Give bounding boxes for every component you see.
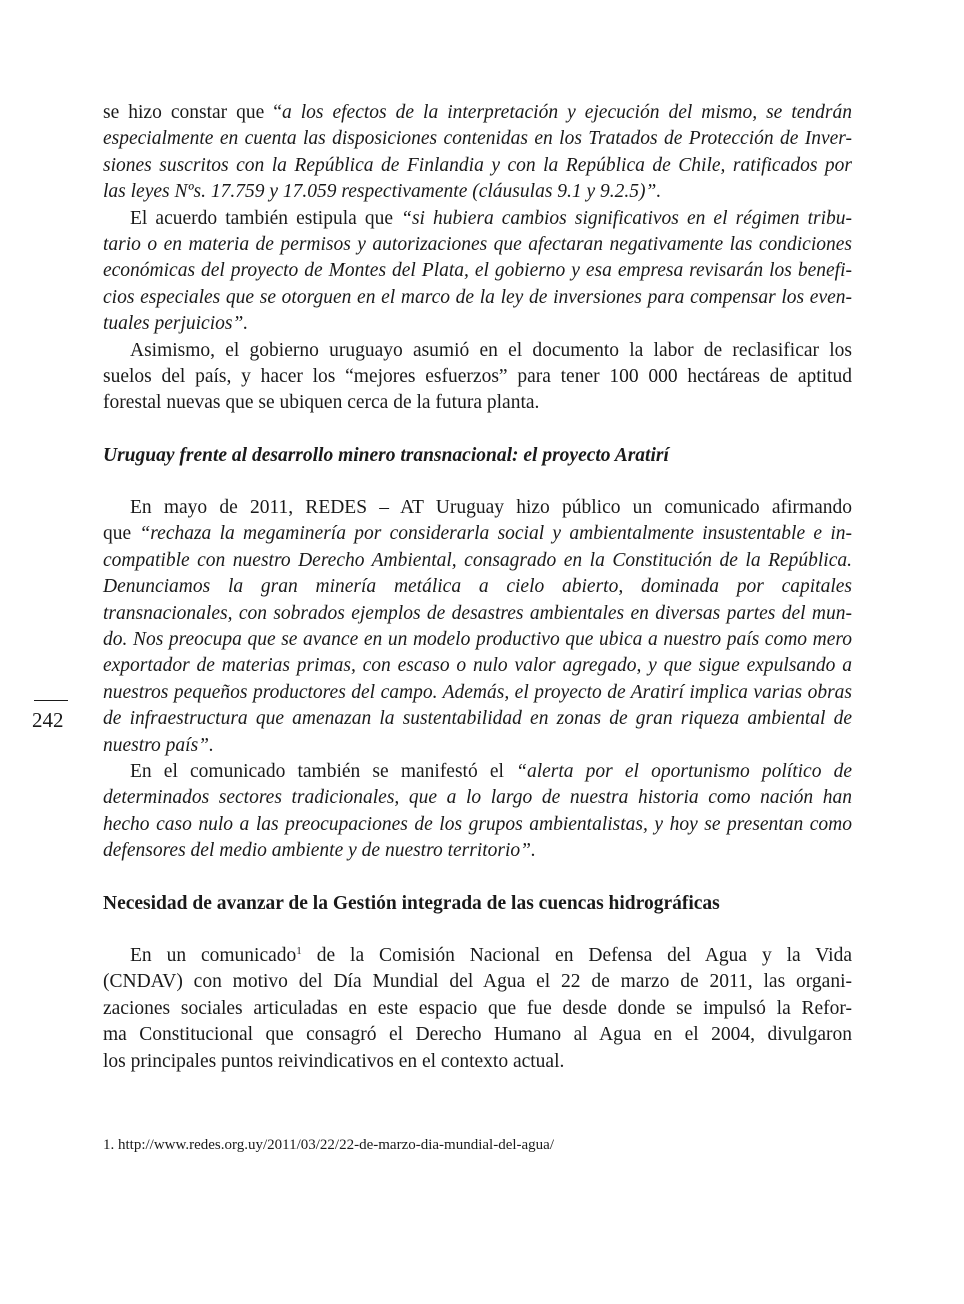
text-line	[103, 653, 852, 679]
italic-span: transnacionales, con sobrados ejemplos de desastres ambientales en diversas partes del mun-	[103, 602, 852, 624]
page-number: 242	[32, 708, 64, 732]
text-line	[103, 206, 852, 232]
italic-span: especialmente en cuenta las disposiciones contenidas en los Tratados de Protección de Inver-	[103, 128, 852, 150]
italic-span: Denunciamos la gran minería metálica a cielo abierto, dominada por capitales	[103, 576, 852, 598]
text-line	[103, 153, 852, 179]
paragraph-reclassify	[103, 338, 852, 417]
text-line	[103, 548, 852, 574]
text-line: En mayo de 2011, REDES – AT Uruguay hizo público un comunicado afirmando	[130, 497, 852, 519]
italic-span: compatible con nuestro Derecho Ambiental, consagrado en la Constitución de la República.	[103, 549, 852, 571]
text-line	[103, 785, 852, 811]
italic-span: “si hubiera cambios significativos en el régimen tribu-	[401, 207, 852, 229]
footnote-ref[interactable]: 1	[296, 944, 302, 957]
body-column	[103, 100, 852, 1075]
italic-span: determinados sectores tradicionales, que a lo largo de nuestra historia como nación han	[103, 787, 852, 809]
text-line	[103, 100, 852, 126]
paragraph-redes	[103, 495, 852, 759]
page-number-rule	[34, 700, 68, 701]
italic-span: cios especiales que se otorguen en el marco de la ley de inversiones para compensar los even-	[103, 286, 852, 308]
text-span: que	[103, 523, 140, 545]
spacer	[103, 417, 852, 443]
italic-span: defensores del medio ambiente y de nuestro territorio”.	[103, 840, 536, 862]
text-span: de la Comisión Nacional en Defensa del Agua y la Vida	[301, 944, 853, 966]
italic-span: de infraestructura que amenazan la sustentabilidad en zonas de gran riqueza ambiental de	[103, 708, 852, 730]
text-line: zaciones sociales articuladas en este espacio que fue desde donde se impulsó la Refor-	[103, 997, 852, 1019]
text-line	[103, 126, 852, 152]
text-span: En un comunicado	[130, 944, 297, 966]
text-line	[103, 759, 852, 785]
italic-span: “alerta por el oportunismo político de	[516, 760, 852, 782]
text-line	[103, 627, 852, 653]
italic-span: exportador de materias primas, con escaso o nulo valor agregado, y que sigue expulsando a	[103, 655, 852, 677]
text-line	[103, 258, 852, 284]
text-line: los principales puntos reivindicativos en el contexto actual.	[103, 1050, 565, 1072]
text-line: (CNDAV) con motivo del Día Mundial del Agua el 22 de marzo de 2011, las organi-	[103, 971, 852, 993]
paragraph-alert	[103, 759, 852, 865]
text-line	[103, 706, 852, 732]
text-line	[103, 521, 852, 547]
italic-span: tuales perjuicios”.	[103, 313, 249, 335]
italic-span: tario o en materia de permisos y autorizaciones que afectaran negativamente las condiciones	[103, 233, 852, 255]
section-heading-aratiri: Uruguay frente al desarrollo minero transnacional: el proyecto Aratirí	[103, 444, 669, 466]
section-heading-water: Necesidad de avanzar de la Gestión integrada de las cuencas hidrográficas	[103, 892, 720, 914]
italic-span: “rechaza la megaminería por considerarla social y ambientalmente insustentable e in-	[139, 523, 853, 545]
paragraph-agreement	[103, 206, 852, 338]
italic-span: nuestro país”.	[103, 734, 214, 756]
footnote: 1. http://www.redes.org.uy/2011/03/22/22-de-marzo-dia-mundial-del-agua/	[103, 1137, 554, 1153]
italic-span: las leyes Nºs. 17.759 y 17.059 respectivamente (cláusulas 9.1 y 9.2.5)”.	[103, 181, 662, 203]
text-line	[103, 943, 852, 969]
text-line	[103, 285, 852, 311]
italic-span: hecho caso nulo a las preocupaciones de los grupos ambientalistas, y hoy se presentan como	[103, 813, 852, 835]
text-line	[103, 680, 852, 706]
text-line	[103, 232, 852, 258]
text-line: suelos del país, y hacer los “mejores esfuerzos” para tener 100 000 hectáreas de aptitud	[103, 365, 852, 387]
paragraph-quote-treaties	[103, 100, 852, 206]
text-span: En el comunicado también se manifestó el	[130, 760, 517, 782]
text-line	[103, 812, 852, 838]
spacer	[103, 917, 852, 943]
paragraph-cndav	[103, 943, 852, 1075]
italic-span: siones suscritos con la República de Finlandia y con la República de Chile, ratificados por	[103, 154, 852, 176]
italic-span: nuestros pequeños productores del campo. Además, el proyecto de Aratirí implica varias obras	[103, 681, 852, 703]
text-line	[103, 574, 852, 600]
text-line	[103, 311, 852, 337]
italic-span: a los efectos de la interpretación y ejecución del mismo, se tendrán	[281, 102, 852, 123]
text-line: Asimismo, el gobierno uruguayo asumió en el documento la labor de reclasificar los	[130, 339, 852, 361]
text-line	[103, 601, 852, 627]
text-line	[103, 733, 852, 759]
italic-span: do. Nos preocupa que se avance en un modelo productivo que ubica a nuestro país como mero	[103, 629, 852, 651]
text-line: ma Constitucional que consagró el Derecho Humano al Agua en el 2004, divulgaron	[103, 1024, 852, 1046]
text-span: El acuerdo también estipula que	[130, 207, 402, 229]
text-span: se hizo constar que “	[103, 102, 282, 123]
text-line	[103, 179, 852, 205]
italic-span: económicas del proyecto de Montes del Plata, el gobierno y esa empresa revisarán los benefi-	[103, 260, 852, 282]
spacer	[103, 865, 852, 891]
text-line	[103, 838, 852, 864]
text-line: forestal nuevas que se ubiquen cerca de la futura planta.	[103, 392, 540, 414]
spacer	[103, 469, 852, 495]
